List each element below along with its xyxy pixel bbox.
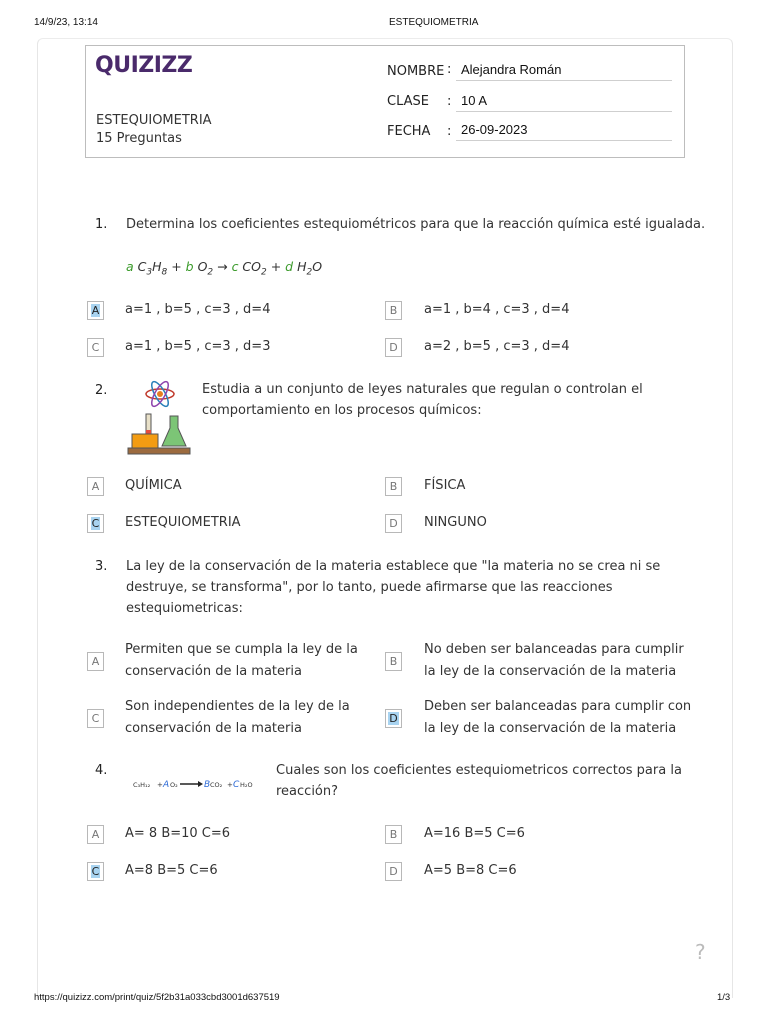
question-mark-icon[interactable]: ? — [695, 940, 706, 964]
question-2-text: Estudia a un conjunto de leyes naturales que regulan o controlan el comportamiento en los procesos químicos: — [202, 382, 643, 418]
option-text-2c: ESTEQUIOMETRIA — [125, 515, 241, 530]
name-field[interactable]: Alejandra Román — [456, 62, 672, 81]
option-text-3b: No deben ser balanceadas para cumplir la ley de la conservación de la materia — [424, 642, 684, 679]
question-3-text: La ley de la conservación de la materia establece que "la materia no se crea ni se destruye, se transforma", por lo tanto, puede afirmarse que las reacciones estequiometricas: — [126, 559, 661, 616]
svg-text:CO₂: CO₂ — [210, 781, 223, 789]
option-text-4a: A= 8 B=10 C=6 — [125, 826, 231, 841]
class-colon: : — [447, 94, 452, 109]
date-colon: : — [447, 124, 452, 139]
option-box-4b[interactable]: B — [385, 825, 402, 844]
option-text-1c: a=1 , b=5 , c=3 , d=3 — [125, 339, 271, 354]
option-text-1d: a=2 , b=5 , c=3 , d=4 — [424, 339, 570, 354]
option-box-1c[interactable]: C — [87, 338, 104, 357]
date-field[interactable]: 26-09-2023 — [456, 122, 672, 141]
option-text-4c: A=8 B=5 C=6 — [125, 863, 218, 878]
option-box-2d[interactable]: D — [385, 514, 402, 533]
question-2-number: 2. — [95, 383, 108, 398]
svg-text:H₂O: H₂O — [240, 781, 253, 789]
option-text-4d: A=5 B=8 C=6 — [424, 863, 517, 878]
option-box-3c[interactable]: C — [87, 709, 104, 728]
option-text-1b: a=1 , b=4 , c=3 , d=4 — [424, 302, 570, 317]
option-box-2c[interactable]: C — [87, 514, 104, 533]
svg-text:C₃H₁₂: C₃H₁₂ — [133, 781, 151, 789]
svg-text:C: C — [233, 780, 240, 790]
page-number: 1/3 — [717, 992, 731, 1003]
option-box-3b[interactable]: B — [385, 652, 402, 671]
name-label: NOMBRE — [387, 64, 445, 79]
option-box-4d[interactable]: D — [385, 862, 402, 881]
class-label: CLASE — [387, 94, 429, 109]
option-box-3d[interactable]: D — [385, 709, 402, 728]
option-text-3d: Deben ser balanceadas para cumplir con la ley de la conservación de la materia — [424, 699, 692, 736]
question-1-equation: a $C_3H_8 + b$ $O_2 \to c$ $CO_2 + d$ $H_2O$ — [126, 259, 323, 278]
option-box-1a[interactable]: A — [87, 301, 104, 320]
option-box-4c[interactable]: C — [87, 862, 104, 881]
option-box-1d[interactable]: D — [385, 338, 402, 357]
svg-text:B: B — [204, 780, 211, 790]
option-box-4a[interactable]: A — [87, 825, 104, 844]
option-text-3a: Permiten que se cumpla la ley de la conservación de la materia — [125, 642, 358, 679]
option-text-3c: Son independientes de la ley de la conservación de la materia — [125, 699, 350, 736]
quizizz-logo: QUIZIZZ — [95, 53, 193, 78]
option-text-1a: a=1 , b=5 , c=3 , d=4 — [125, 302, 271, 317]
svg-text:+: + — [227, 781, 233, 789]
print-title: ESTEQUIOMETRIA — [389, 17, 479, 28]
option-box-1b[interactable]: B — [385, 301, 402, 320]
question-1-number: 1. — [95, 217, 108, 232]
option-box-2b[interactable]: B — [385, 477, 402, 496]
question-4-text: Cuales son los coeficientes estequiometricos correctos para la reacción? — [276, 763, 682, 799]
reaction-equation-image — [130, 776, 260, 792]
question-4-number: 4. — [95, 763, 108, 778]
print-datetime: 14/9/23, 13:14 — [34, 17, 98, 28]
option-text-2b: FÍSICA — [424, 478, 466, 493]
option-text-2a: QUÍMICA — [125, 478, 182, 493]
footer-url: https://quizizz.com/print/quiz/5f2b31a033cbd3001d637519 — [34, 992, 280, 1003]
option-box-2a[interactable]: A — [87, 477, 104, 496]
quiz-title: ESTEQUIOMETRIA — [96, 113, 212, 128]
svg-text:+: + — [157, 781, 163, 789]
svg-text:O₂: O₂ — [170, 781, 178, 789]
chemistry-lab-illustration — [126, 376, 192, 456]
question-count: 15 Preguntas — [96, 131, 182, 146]
question-3-number: 3. — [95, 559, 108, 574]
option-box-3a[interactable]: A — [87, 652, 104, 671]
option-text-4b: A=16 B=5 C=6 — [424, 826, 525, 841]
name-colon: : — [447, 62, 452, 77]
question-1-text: Determina los coeficientes estequiométricos para que la reacción química esté igualada. — [126, 217, 706, 232]
svg-text:A: A — [163, 780, 170, 790]
date-label: FECHA — [387, 124, 431, 139]
class-field[interactable]: 10 A — [456, 93, 672, 112]
option-text-2d: NINGUNO — [424, 515, 487, 530]
